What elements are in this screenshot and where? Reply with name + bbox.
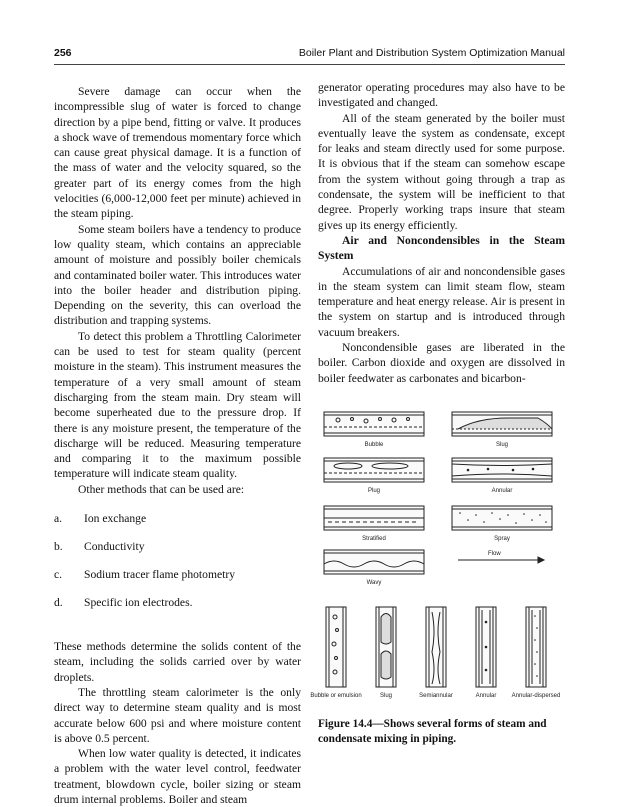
flow-arrow [458,557,544,563]
vpipe-bubble [326,607,346,687]
label-vertical-annular: Annular [475,693,497,699]
pipe-annular [452,458,552,482]
list-item: c. Sodium tracer flame photometry [54,568,235,582]
page-number: 256 [54,47,72,59]
vpipe-slug [376,607,396,687]
paragraph: When low water quality is detected, it indicates a problem with the water level control, feedwater treatment, blowdown cycle, boiler sizing or steam drum internal problems. Boiler and steam [54,747,301,806]
pipe-wavy [324,550,424,574]
paragraph: Some steam boilers have a tendency to produce low quality steam, which contains an appreciable amount of moisture and possibly boiler chemicals and contaminated boiler water. This introduces water into the boiler header and distribution piping. Depending on the severity, this can overload the distribution and trapping systems. [54,222,301,328]
label-wavy: Wavy [366,580,382,586]
header-rule [54,64,565,65]
paragraph: These methods determine the solids content of the steam, including the solids carried over by water droplets. [54,640,301,684]
paragraph: generator operating procedures may also have to be investigated and changed. [318,81,565,110]
pipe-stratified [324,506,424,530]
page-header [54,47,565,63]
label-bubble-or-emulsion: Bubble or emulsion [310,693,362,699]
methods-list [54,511,301,623]
running-title: Boiler Plant and Distribution System Optimization Manual [298,47,565,59]
label-semiannular: Semiannular [419,693,453,699]
list-item: b. Conductivity [54,540,145,554]
label-spray: Spray [494,536,510,542]
vpipe-annular [476,607,496,687]
label-annular-dispersed: Annular-dispersed [511,693,561,699]
label-annular: Annular [491,488,513,494]
section-heading: Air and Noncondensibles in the Steam System [318,233,565,263]
paragraph: The throttling steam calorimeter is the only direct way to determine steam quality and is most accurate below 600 psi and where moisture content is above 0.5 percent. [54,685,301,745]
label-flow: Flow [488,551,501,557]
pipe-bubble [324,412,424,436]
list-item: a. Ion exchange [54,512,147,526]
paragraph: Noncondensible gases are liberated in the boiler. Carbon dioxide and oxygen are dissolved in boiler feedwater as carbonates and bicarbon- [318,341,565,385]
right-column [318,80,565,386]
list-item: d. Specific ion electrodes. [54,596,193,610]
left-column [54,84,301,807]
pipe-spray [452,506,552,530]
paragraph: Other methods that can be used are: [78,482,245,496]
pipe-slug [452,412,552,436]
paragraph: To detect this problem a Throttling Calorimeter can be used to test for steam quality (percent moisture in the steam). This instrument measures the temperature of a very small amount of steam discharging from the steam main. Dry steam will become superheated due to the pressure drop. If there is any moisture present, the temperature of the discharge will be reduced. Measuring temperature and comparing it to the maximum possible temperature will indicate steam quality. [54,329,301,481]
label-vertical-slug: Slug [379,693,393,699]
label-bubble: Bubble [364,442,384,448]
label-slug: Slug [495,442,509,448]
flow-patterns-figure [310,402,568,708]
vpipe-semiannular [426,607,446,687]
pipe-plug [324,458,424,482]
paragraph: Severe damage can occur when the incompressible slug of water is forced to change direction by a pipe bend, fitting or valve. It produces a shock wave of tremendous momentary force which can cause great physical damage. It is a function of the mass of water and the velocity squared, so the greater part of its energy comes from the high velocities (6,000-12,000 feet per minute) achieved in the steam piping. [54,85,301,221]
paragraph: All of the steam generated by the boiler must eventually leave the system as condensate, except for leaks and steam directly used for some purpose. It is obvious that if the steam can somehow escape from the system without going through a trap as condensate, the system will be inefficient to that degree. Properly working traps insure that steam gives up its energy efficiently. [318,111,565,232]
paragraph: Accumulations of air and noncondensible gases in the steam system can limit steam flow, steam temperature and heat energy release. Air is present in the system on startup and is introduced through vacuum breakers. [318,264,565,339]
label-stratified: Stratified [362,536,386,542]
vpipe-annular-dispersed [526,607,546,687]
flow-patterns-illustration [310,402,568,708]
figure-caption: Figure 14.4—Shows several forms of steam and condensate mixing in piping. [318,718,547,745]
label-plug: Plug [367,488,381,494]
